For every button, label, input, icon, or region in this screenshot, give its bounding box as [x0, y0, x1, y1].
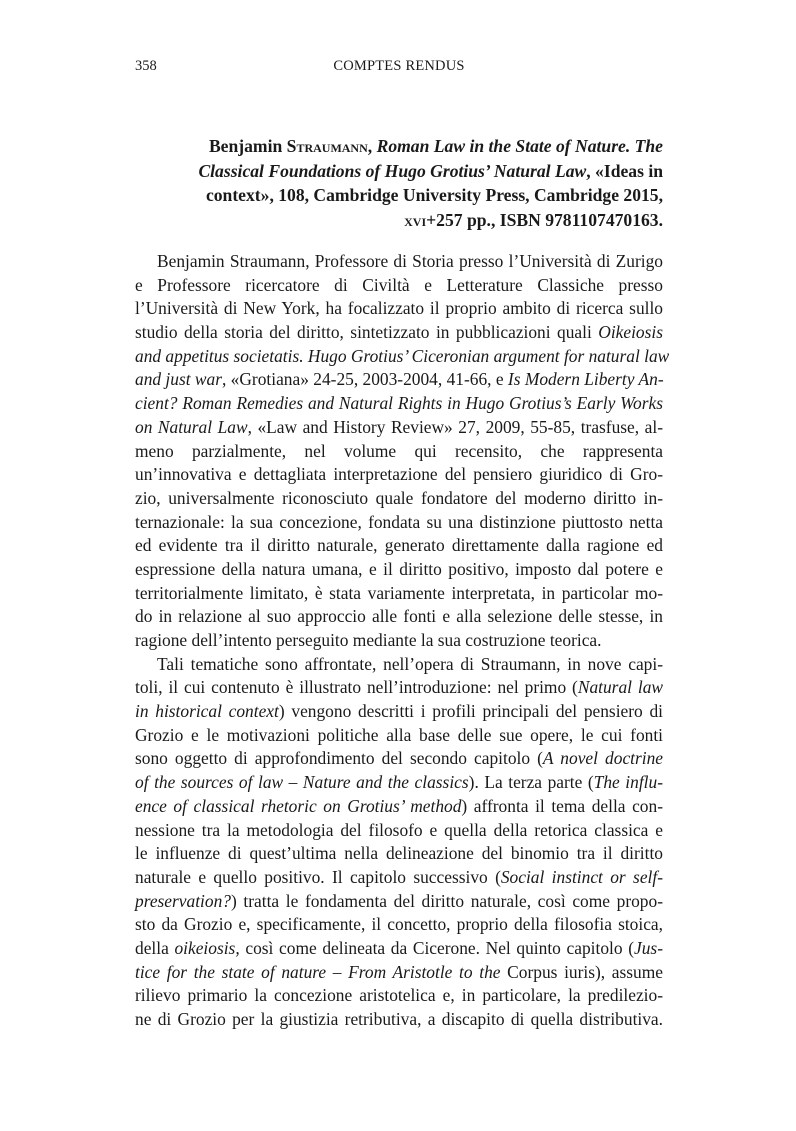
- text-run: della: [135, 937, 175, 958]
- text-run: espressione della natura umana, e il diritto positivo, imposto dal potere e: [135, 558, 663, 579]
- paragraph-1-line: [135, 297, 663, 321]
- italic-text: and appetitus societatis. Hugo Grotius’ Ciceronian argument for natural law: [135, 345, 670, 366]
- paragraph-2-line: [135, 676, 663, 700]
- text-run: , «Grotiana» 24-25, 2003-2004, 41-66, e: [221, 369, 508, 390]
- text-run: Tali tematiche sono affrontate, nell’opera di Straumann, in nove capi-: [157, 653, 663, 674]
- paragraph-2-line: [135, 653, 663, 677]
- paragraph-1-line: [135, 605, 663, 629]
- text-run: Corpus iuris), assume: [500, 961, 663, 982]
- paragraph-2-line: [135, 866, 663, 890]
- italic-text: Is Modern Liberty An-: [507, 369, 664, 390]
- italic-text: Oikeiosis: [598, 322, 663, 343]
- text-run: meno parzialmente, nel volume qui recensito, che rappresenta: [135, 440, 663, 461]
- text-run: Benjamin: [208, 136, 287, 156]
- heading-line: [160, 208, 663, 233]
- paragraph-1-line: [135, 511, 663, 535]
- paragraph-1-line: [135, 321, 663, 345]
- text-run: ed evidente tra il diritto naturale, generato direttamente dalla ragione ed: [135, 535, 663, 556]
- italic-text: preservation?: [135, 890, 231, 911]
- review-heading: [160, 134, 663, 233]
- italic-text: in historical context: [135, 701, 279, 722]
- paragraph-2-line: [135, 795, 663, 819]
- paragraph-2-line: [135, 724, 663, 748]
- page-number: 358: [135, 58, 157, 74]
- italic-text: Roman Law in the State of Nature. The: [376, 136, 663, 156]
- paragraph-2-line: [135, 771, 663, 795]
- paragraph-2-line: [135, 984, 663, 1008]
- text-run: studio della storia del diritto, sintetizzato in pubblicazioni quali: [135, 322, 599, 343]
- paragraph-1-line: [135, 463, 663, 487]
- text-run: un’innovativa e dettagliata interpretazione del pensiero giuridico di Gro-: [135, 464, 663, 485]
- heading-line: [160, 183, 663, 208]
- paragraph-1-line: [135, 392, 663, 416]
- italic-text: on Natural Law: [135, 416, 248, 437]
- italic-text: tice for the state of nature – From Aristotle to the: [135, 961, 501, 982]
- italic-text: and just war: [135, 369, 222, 390]
- text-run: territorialmente limitato, è stata variamente interpretata, in particolar mo-: [135, 582, 663, 603]
- running-header: [135, 58, 663, 78]
- italic-text: A novel doctrine: [542, 748, 664, 769]
- paragraph-1-line: [135, 487, 663, 511]
- paragraph-2-line: [135, 961, 663, 985]
- paragraph-1-line: [135, 416, 663, 440]
- paragraph-2-line: [135, 1008, 663, 1032]
- text-run: Benjamin Straumann, Professore di Storia presso l’Università di Zurigo: [157, 251, 663, 271]
- italic-text: oikeiosis,: [174, 937, 240, 958]
- text-run: naturale e quello positivo. Il capitolo successivo (: [135, 866, 501, 887]
- text-run: , «Ideas in: [586, 160, 663, 181]
- small-caps-text: xvi: [404, 210, 427, 231]
- text-run: ,: [367, 136, 377, 156]
- text-run: ternazionale: la sua concezione, fondata su una distinzione piuttosto netta: [135, 511, 663, 532]
- text-run: ) affronta il tema della con-: [461, 795, 663, 816]
- paragraph-1-line: [135, 345, 670, 369]
- text-run: ). La terza parte (: [468, 772, 594, 793]
- italic-text: Jus-: [634, 937, 663, 958]
- text-run: +257 pp., ISBN 9781107470163.: [426, 210, 663, 231]
- italic-text: Classical Foundations of Hugo Grotius’ Natural Law: [198, 160, 587, 181]
- text-run: toli, il cui contenuto è illustrato nell’introduzione: nel primo (: [135, 677, 578, 698]
- running-head-title: COMPTES RENDUS: [333, 58, 465, 74]
- text-run: ragione dell’intento perseguito mediante la sua costruzione teorica.: [135, 630, 602, 650]
- text-run: context», 108, Cambridge University Press, Cambridge 2015,: [205, 185, 663, 206]
- text-run: le influenze di quest’ultima nella delineazione del binomio tra il diritto: [135, 843, 663, 864]
- text-run: Grozio e le motivazioni politiche alla base delle sue opere, le cui fonti: [135, 724, 663, 745]
- text-run: l’Università di New York, ha focalizzato il proprio ambito di ricerca sullo: [135, 298, 663, 319]
- paragraph-1-line: [135, 629, 663, 653]
- heading-line: [160, 134, 663, 159]
- text-run: così come delineata da Cicerone. Nel quinto capitolo (: [239, 937, 635, 958]
- text-run: nessione tra la metodologia del filosofo e quella della retorica classica e: [135, 819, 663, 840]
- text-run: sono oggetto di approfondimento del secondo capitolo (: [135, 748, 543, 769]
- text-run: zio, universalmente riconosciuto quale fondatore del moderno diritto in-: [135, 487, 663, 508]
- paragraph-1-line: [135, 534, 663, 558]
- paragraph-2-line: [135, 842, 663, 866]
- text-run: e Professore ricercatore di Civiltà e Letterature Classiche presso: [135, 274, 663, 295]
- italic-text: Natural law: [577, 677, 664, 698]
- italic-text: cient? Roman Remedies and Natural Rights in Hugo Grotius’s Early Works: [135, 393, 663, 414]
- text-run: ) tratta le fondamenta del diritto naturale, così come propo-: [230, 890, 663, 911]
- italic-text: The influ-: [593, 772, 663, 793]
- italic-text: of the sources of law – Nature and the classics: [135, 772, 469, 793]
- paragraph-2-line: [135, 913, 663, 937]
- text-run: do in relazione al suo approccio alle fonti e alla selezione delle stesse, in: [135, 606, 663, 627]
- text-run: , «Law and History Review» 27, 2009, 55-85, trasfuse, al-: [247, 416, 664, 437]
- paragraph-1-line: [135, 368, 663, 392]
- paragraph-1-line: [135, 558, 663, 582]
- paragraph-2-line: [135, 937, 663, 961]
- paragraph-1-line: [135, 250, 663, 274]
- paragraph-1-line: [135, 274, 663, 298]
- text-run: ne di Grozio per la giustizia retributiva, a discapito di quella distributiva.: [135, 1009, 663, 1029]
- paragraph-2-line: [135, 747, 663, 771]
- text-run: ) vengono descritti i profili principali del pensiero di: [278, 701, 663, 722]
- paragraph-2-line: [135, 700, 663, 724]
- review-body: [135, 250, 670, 1032]
- small-caps-text: Straumann: [286, 136, 368, 156]
- italic-text: ence of classical rhetoric on Grotius’ method: [135, 795, 462, 816]
- heading-line: [160, 159, 663, 184]
- paragraph-1-line: [135, 582, 663, 606]
- paragraph-2-line: [135, 890, 663, 914]
- paragraph-1-line: [135, 440, 663, 464]
- text-run: rilievo primario la concezione aristotelica e, in particolare, la predilezio-: [135, 985, 663, 1006]
- italic-text: Social instinct or self-: [500, 866, 663, 887]
- paragraph-2-line: [135, 819, 663, 843]
- text-run: sto da Grozio e, specificamente, il concetto, proprio della filosofia stoica,: [135, 914, 663, 935]
